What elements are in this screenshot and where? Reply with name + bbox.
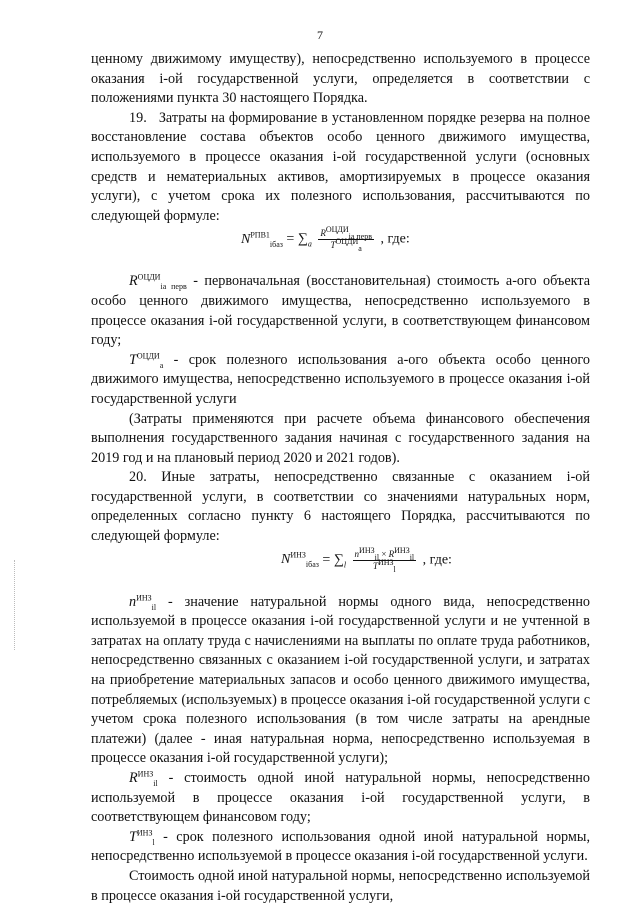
paragraph-note: (Затраты применяются при расчете объема финансового обеспечения выполнения государственного задания начиная с государственного задания на 2019 год и на плановый период 2020 и 2021 годов).: [91, 410, 590, 466]
definition-r-inz-text: - стоимость одной иной натуральной нормы, непосредственно используемой в процессе оказания i-ой государственной услуги, в соответствующем финансовом году;: [91, 770, 590, 826]
scan-margin-mark: [14, 560, 17, 650]
formula-1-fraction: [318, 225, 374, 254]
definition-r-ocdi-text: - первоначальная (восстановительная) стоимость а-ого объекта особо ценного движимого имущества, непосредственно используемого в процессе оказания i-ой государственной услуги, в соответствующем финансовом году;: [91, 273, 590, 349]
formula-2-tail: , где:: [419, 552, 452, 568]
definition-n-inz: [91, 593, 590, 769]
formula-1-sum-index: a: [307, 239, 312, 249]
formula-1-tail: , где:: [377, 232, 410, 248]
definition-n-inz-text: - значение натуральной нормы одного вида, непосредственно используемой в процессе оказания i-ой государственной услуги и не учтенной в затратах на оплату труда с начислениями на выплаты по оплате труда работников, непосредственно связанных с оказанием i-ой государственной услуги, и затратах на приобретение материальных запасов и особо ценного движимого имущества, потребляемых (используемых) в процессе оказания i-ой государственной услуги с учетом срока полезного использования (в том числе затраты на арендные платежи) (далее - иная натуральная норма, непосредственно используемая в процессе оказания i-ой государственной услуги);: [91, 593, 590, 767]
definition-r-ocdi-symbol: $R^{ОЦДИ}_{ia перв}$: [129, 272, 187, 292]
formula-1-sum: = ∑: [282, 232, 308, 248]
definition-r-inz: [91, 769, 590, 828]
page-number: 7: [317, 28, 323, 42]
formula-1-numerator: $R^{ОЦДИ}_{ia перв}$: [320, 225, 372, 242]
paragraph-19: 19. Затраты на формирование в установленном порядке резерва на полное восстановление состава объектов особо ценного движимого имущества, используемого в процессе оказания i-ой государственной услуги (основных средств и нематериальных активов, амортизируемых в процессе оказания услуги), с учетом срока их полезного использования, рассчитываются по следующей формуле:: [91, 109, 590, 224]
formula-2-denominator: $T^{ИНЗ}_l$: [372, 557, 396, 574]
paragraph-cost: Стоимость одной иной натуральной нормы, непосредственно используемой в процессе оказания i-ой государственной услуги,: [91, 867, 590, 904]
formula-2-sum: = ∑: [318, 552, 344, 568]
definition-t-inz: [91, 828, 590, 867]
definition-t-ocdi-text: - срок полезного использования а-ого объекта особо ценного движимого имущества, непосредственно используемого в процессе оказания i-ой государственной услуги: [91, 351, 590, 407]
definition-n-inz-symbol: $n^{ИНЗ}_{il}$: [129, 592, 157, 612]
document-body: [91, 50, 590, 906]
formula-2-numerator: $n^{ИНЗ}_{il} \times R^{ИНЗ}_{il}$: [354, 545, 415, 562]
definition-r-inz-symbol: $R^{ИНЗ}_{il}$: [129, 769, 158, 788]
paragraph-20: 20. Иные затраты, непосредственно связанные с оказанием i-ой государственной услуги, в соответствии со значениями натуральных норм, определенных согласно пункту 6 настоящего Порядка, рассчитываются по следующей формуле:: [91, 469, 590, 545]
formula-reserve: [91, 225, 590, 268]
definition-t-ocdi: [91, 351, 590, 410]
formula-1-lhs: $N^{РПВ1}_{iбаз}$: [241, 230, 283, 249]
formula-1-denominator: $T^{ОЦДИ}_a$: [330, 237, 362, 254]
formula-2-sum-index: l: [343, 560, 347, 570]
formula-other-costs: [91, 545, 590, 589]
definition-r-ocdi: [91, 272, 590, 350]
definition-t-inz-text: - срок полезного использования одной иной натуральной нормы, непосредственно используемой в процессе оказания i-ой государственной услуги.: [91, 828, 590, 865]
definition-t-ocdi-symbol: $T^{ОЦДИ}_a$: [129, 350, 164, 370]
definition-t-inz-symbol: $T^{ИНЗ}_l$: [129, 828, 155, 847]
paragraph-continuation: ценному движимому имуществу), непосредственно используемого в процессе оказания i-ой государственной услуги, определяется в соответствии с положениями пункта 30 настоящего Порядка.: [91, 51, 590, 107]
formula-2-lhs: $N^{ИНЗ}_{iбаз}$: [281, 550, 319, 570]
formula-2-fraction: [353, 545, 417, 574]
